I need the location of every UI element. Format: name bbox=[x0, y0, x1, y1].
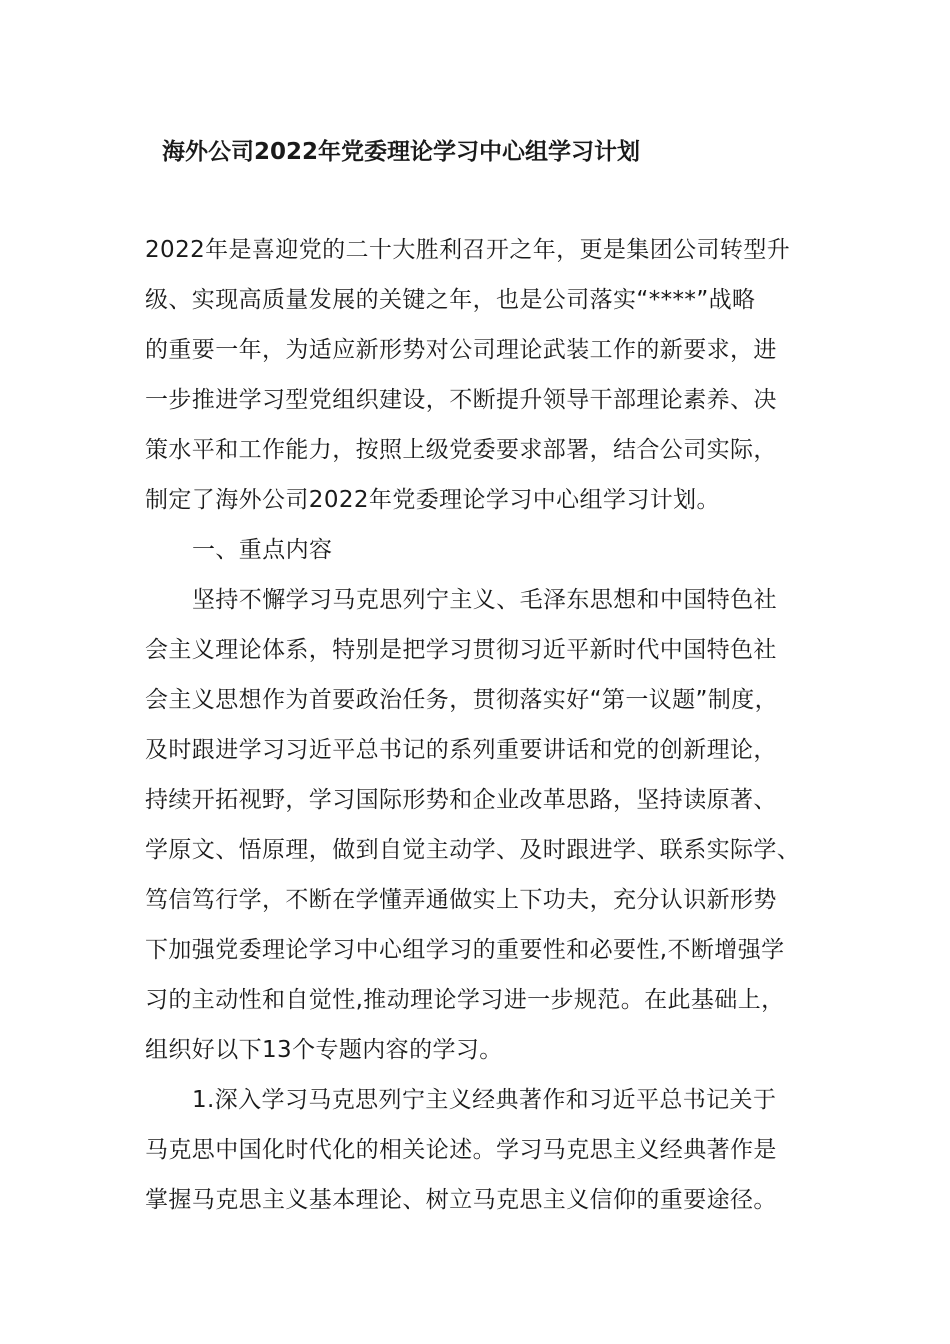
paragraph-line: 制定了海外公司2022年党委理论学习中心组学习计划。 bbox=[145, 487, 720, 513]
paragraph-line: 策水平和工作能力，按照上级党委要求部署，结合公司实际， bbox=[145, 437, 777, 463]
paragraph-line: 掌握马克思主义基本理论、树立马克思主义信仰的重要途径。 bbox=[145, 1187, 777, 1213]
paragraph-line: 的重要一年，为适应新形势对公司理论武装工作的新要求，进 bbox=[145, 337, 777, 363]
paragraph-line: 及时跟进学习习近平总书记的系列重要讲话和党的创新理论， bbox=[145, 737, 777, 763]
paragraph-line: 笃信笃行学，不断在学懂弄通做实上下功夫，充分认识新形势 bbox=[145, 887, 777, 913]
paragraph-line: 会主义理论体系，特别是把学习贯彻习近平新时代中国特色社 bbox=[145, 637, 777, 663]
paragraph-line: 组织好以下13个专题内容的学习。 bbox=[145, 1037, 503, 1063]
paragraph-line: 坚持不懈学习马克思列宁主义、毛泽东思想和中国特色社 bbox=[192, 587, 777, 613]
document-title: 海外公司2022年党委理论学习中心组学习计划 bbox=[162, 139, 641, 165]
paragraph-line: 2022年是喜迎党的二十大胜利召开之年，更是集团公司转型升 bbox=[145, 237, 791, 263]
paragraph-line: 习的主动性和自觉性,推动理论学习进一步规范。在此基础上， bbox=[145, 987, 785, 1013]
paragraph-line: 学原文、悟原理，做到自觉主动学、及时跟进学、联系实际学、 bbox=[145, 837, 801, 863]
paragraph-line: 一步推进学习型党组织建设，不断提升领导干部理论素养、决 bbox=[145, 387, 777, 413]
paragraph-line: 下加强党委理论学习中心组学习的重要性和必要性,不断增强学 bbox=[145, 937, 785, 963]
paragraph-line: 会主义思想作为首要政治任务，贯彻落实好“第一议题”制度， bbox=[145, 687, 779, 713]
paragraph-line: 持续开拓视野，学习国际形势和企业改革思路，坚持读原著、 bbox=[145, 787, 777, 813]
paragraph-line: 马克思中国化时代化的相关论述。学习马克思主义经典著作是 bbox=[145, 1137, 777, 1163]
paragraph-line: 1.深入学习马克思列宁主义经典著作和习近平总书记关于 bbox=[192, 1087, 777, 1113]
section-heading: 一、重点内容 bbox=[192, 537, 333, 563]
paragraph-line: 级、实现高质量发展的关键之年，也是公司落实“****”战略 bbox=[145, 287, 756, 313]
